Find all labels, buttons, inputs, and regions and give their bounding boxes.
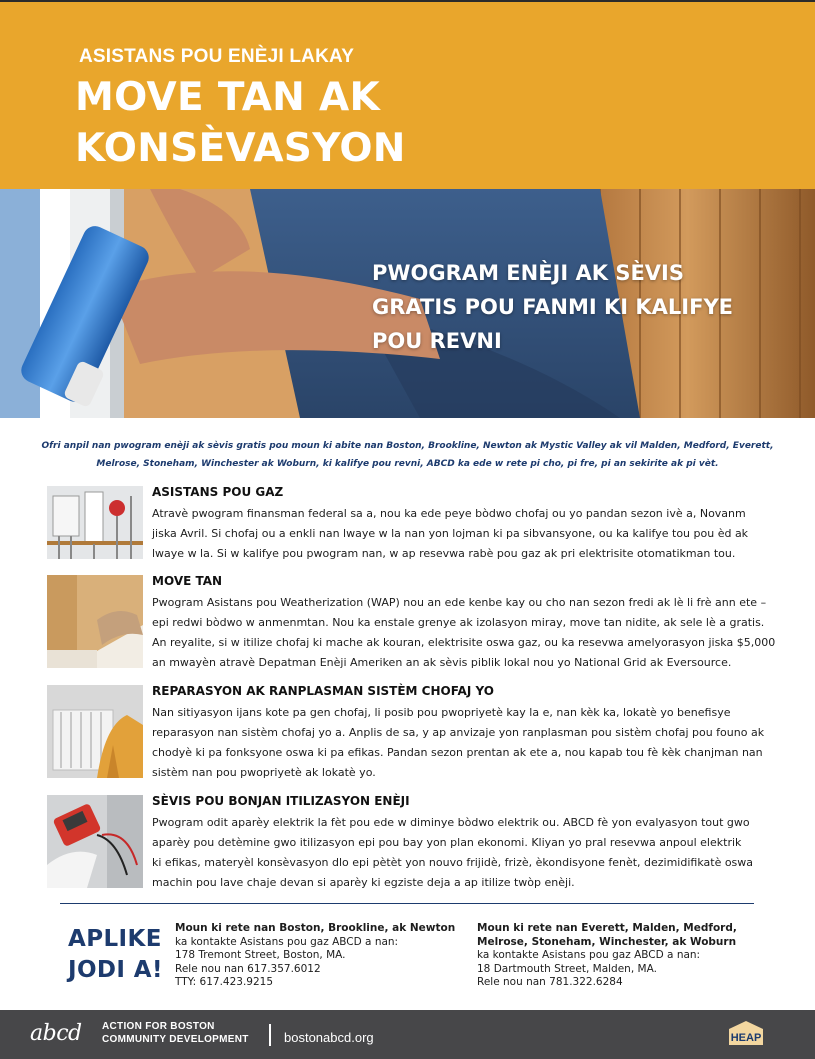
divider [60,903,754,904]
hero-caption-line-3: POU REVNI [372,329,502,353]
apply-line-2: JODI A! [68,957,163,983]
contact-boston-heading: Moun ki rete nan Boston, Brookline, ak Newton [175,922,456,934]
footer-separator [269,1024,271,1046]
body-line: reparasyon nan sistèm chofaj yo a. Anplis de sa, y ap anvizaje yon ranplasman pou sistèm chofaj pou founo ak [152,726,765,739]
heap-badge-text: HEAP [730,1032,762,1044]
section-body-heating-repair [152,703,777,783]
body-line: Nan sitiyasyon ijans kote pa gen chofaj, li posib pou pwopriyetè kay la e, nan kèk ka, lokatè yo benefisye [152,706,731,719]
body-line: chodyè ki pa fonksyone oswa ki pa efikas. Pandan sezon prentan ak ete a, nou kapab tou fè kèk chanjman nan [152,746,763,759]
body-line: Pwogram odit aparèy elektrik la fèt pou ede w diminye bòdwo elektrik ou. ABCD fè yon evalyasyon tout gwo [152,816,750,829]
contact-malden-heading-2: Melrose, Stoneham, Winchester, ak Woburn [477,935,737,948]
page-title-line-1: MOVE TAN AK [75,75,380,120]
org-line-1: ACTION FOR BOSTON [102,1021,215,1032]
header-kicker: ASISTANS POU ENÈJI LAKAY [79,46,355,67]
section-body-energy-efficiency [152,813,777,893]
heap-badge-icon [725,1019,767,1047]
contact-malden-phone: Rele nou nan 781.322.6284 [477,976,623,988]
body-line: sistèm nan pou pwopriyetè ak lokatè yo. [152,766,376,779]
electrical-meter-photo [47,795,143,888]
body-line: Atravè pwogram finansman federal sa a, nou ka ede peye bòdwo chofaj ou yo pandan sezon ivè a, Novanm [152,507,746,520]
body-line: lwaye w la. Si w kalifye pou pwogram nan, w ap resevwa rabè pou gaz ak pri elektrisite otomatikman tou. [152,547,736,560]
contact-malden-address: 18 Dartmouth Street, Malden, MA. [477,962,657,975]
radiator-photo [47,685,143,778]
apply-now-callout [68,924,163,986]
hero-caption [372,256,802,358]
header-banner [0,2,815,189]
body-line: jiska Avril. Si chofaj ou a enkli nan lwaye w la nan yon lojman ki pa sibvansyone, ou ka kalifye tou pou èd ak [152,527,749,540]
contact-boston-tty: TTY: 617.423.9215 [175,976,274,988]
body-line: epi redwi bòdwo w anmenmtan. Nou ka enstale grenye ak izolasyon miray, move tan nidite, ak sele lè a gratis. [152,616,765,629]
contact-boston-address: 178 Tremont Street, Boston, MA. [175,949,346,961]
contact-malden-line: ka kontakte Asistans pou gaz ABCD a nan: [477,949,701,961]
page-title [75,72,406,174]
organization-name [102,1021,249,1046]
intro-text [40,437,775,473]
intro-line-2: Melrose, Stoneham, Winchester ak Woburn, ki kalifye pou revni, ABCD ka ede w rete pi cho, pi fre, pi an sekirite ak pi vèt. [96,459,719,469]
section-title-gas: ASISTANS POU GAZ [152,485,284,499]
heating-system-photo [47,486,143,559]
intro-line-1: Ofri anpil nan pwogram enèji ak sèvis gratis pou moun ki abite nan Boston, Brookline, Newton ak Mystic Valley ak vil Malden, Medford, Everett, [41,441,774,451]
body-line: an mwayèn atravè Depatman Enèji Ameriken an ak sèvis piblik lokal nou yo National Grid ak Eversource. [152,656,732,669]
body-line: ki efikas, materyèl konsèvasyon dlo epi pètèt yon nouvo frijidè, frizè, èkondisyone fenèt, dezimidifikatè oswa [152,856,754,869]
body-line: An reyalite, si w itilize chofaj ki mache ak kouran, elektrisite oswa gaz, ou ka resevwa amelyorasyon jiska $5,000 [152,636,776,649]
contact-boston [175,922,455,990]
body-line: Pwogram Asistans pou Weatherization (WAP) nou an ede kenbe kay ou cho nan sezon fredi ak lè li frè ann ete – [152,596,767,609]
hero-caption-line-1: PWOGRAM ENÈJI AK SÈVIS [372,261,684,285]
section-title-heating-repair: REPARASYON AK RANPLASMAN SISTÈM CHOFAJ YO [152,684,494,698]
section-body-weatherization [152,593,777,673]
abcd-logo: abcd [30,1021,82,1046]
body-line: machin pou lave chaje devan si aparèy ki egziste deja a ap itilize twòp enèji. [152,876,575,889]
contact-boston-phone: Rele nou nan 617.357.6012 [175,962,321,975]
hero-caption-line-2: GRATIS POU FANMI KI KALIFYE [372,295,734,319]
section-title-energy-efficiency: SÈVIS POU BONJAN ITILIZASYON ENÈJI [152,794,410,808]
page-title-line-2: KONSÈVASYON [75,126,406,171]
website-link[interactable]: bostonabcd.org [284,1030,374,1045]
contact-malden-heading-1: Moun ki rete nan Everett, Malden, Medford, [477,922,737,934]
section-title-weatherization: MOVE TAN [152,574,223,588]
section-body-gas [152,504,777,564]
body-line: aparèy pou detèmine gwo itilizasyon epi pou bay yon plan ekonomi. Kliyan yo pral resevwa anpoul elektrik [152,836,742,849]
contact-boston-line: ka kontakte Asistans pou gaz ABCD a nan: [175,935,399,948]
weatherization-photo [47,575,143,668]
org-line-2: COMMUNITY DEVELOPMENT [102,1033,249,1045]
contact-malden [477,922,737,990]
apply-line-1: APLIKE [68,926,162,952]
